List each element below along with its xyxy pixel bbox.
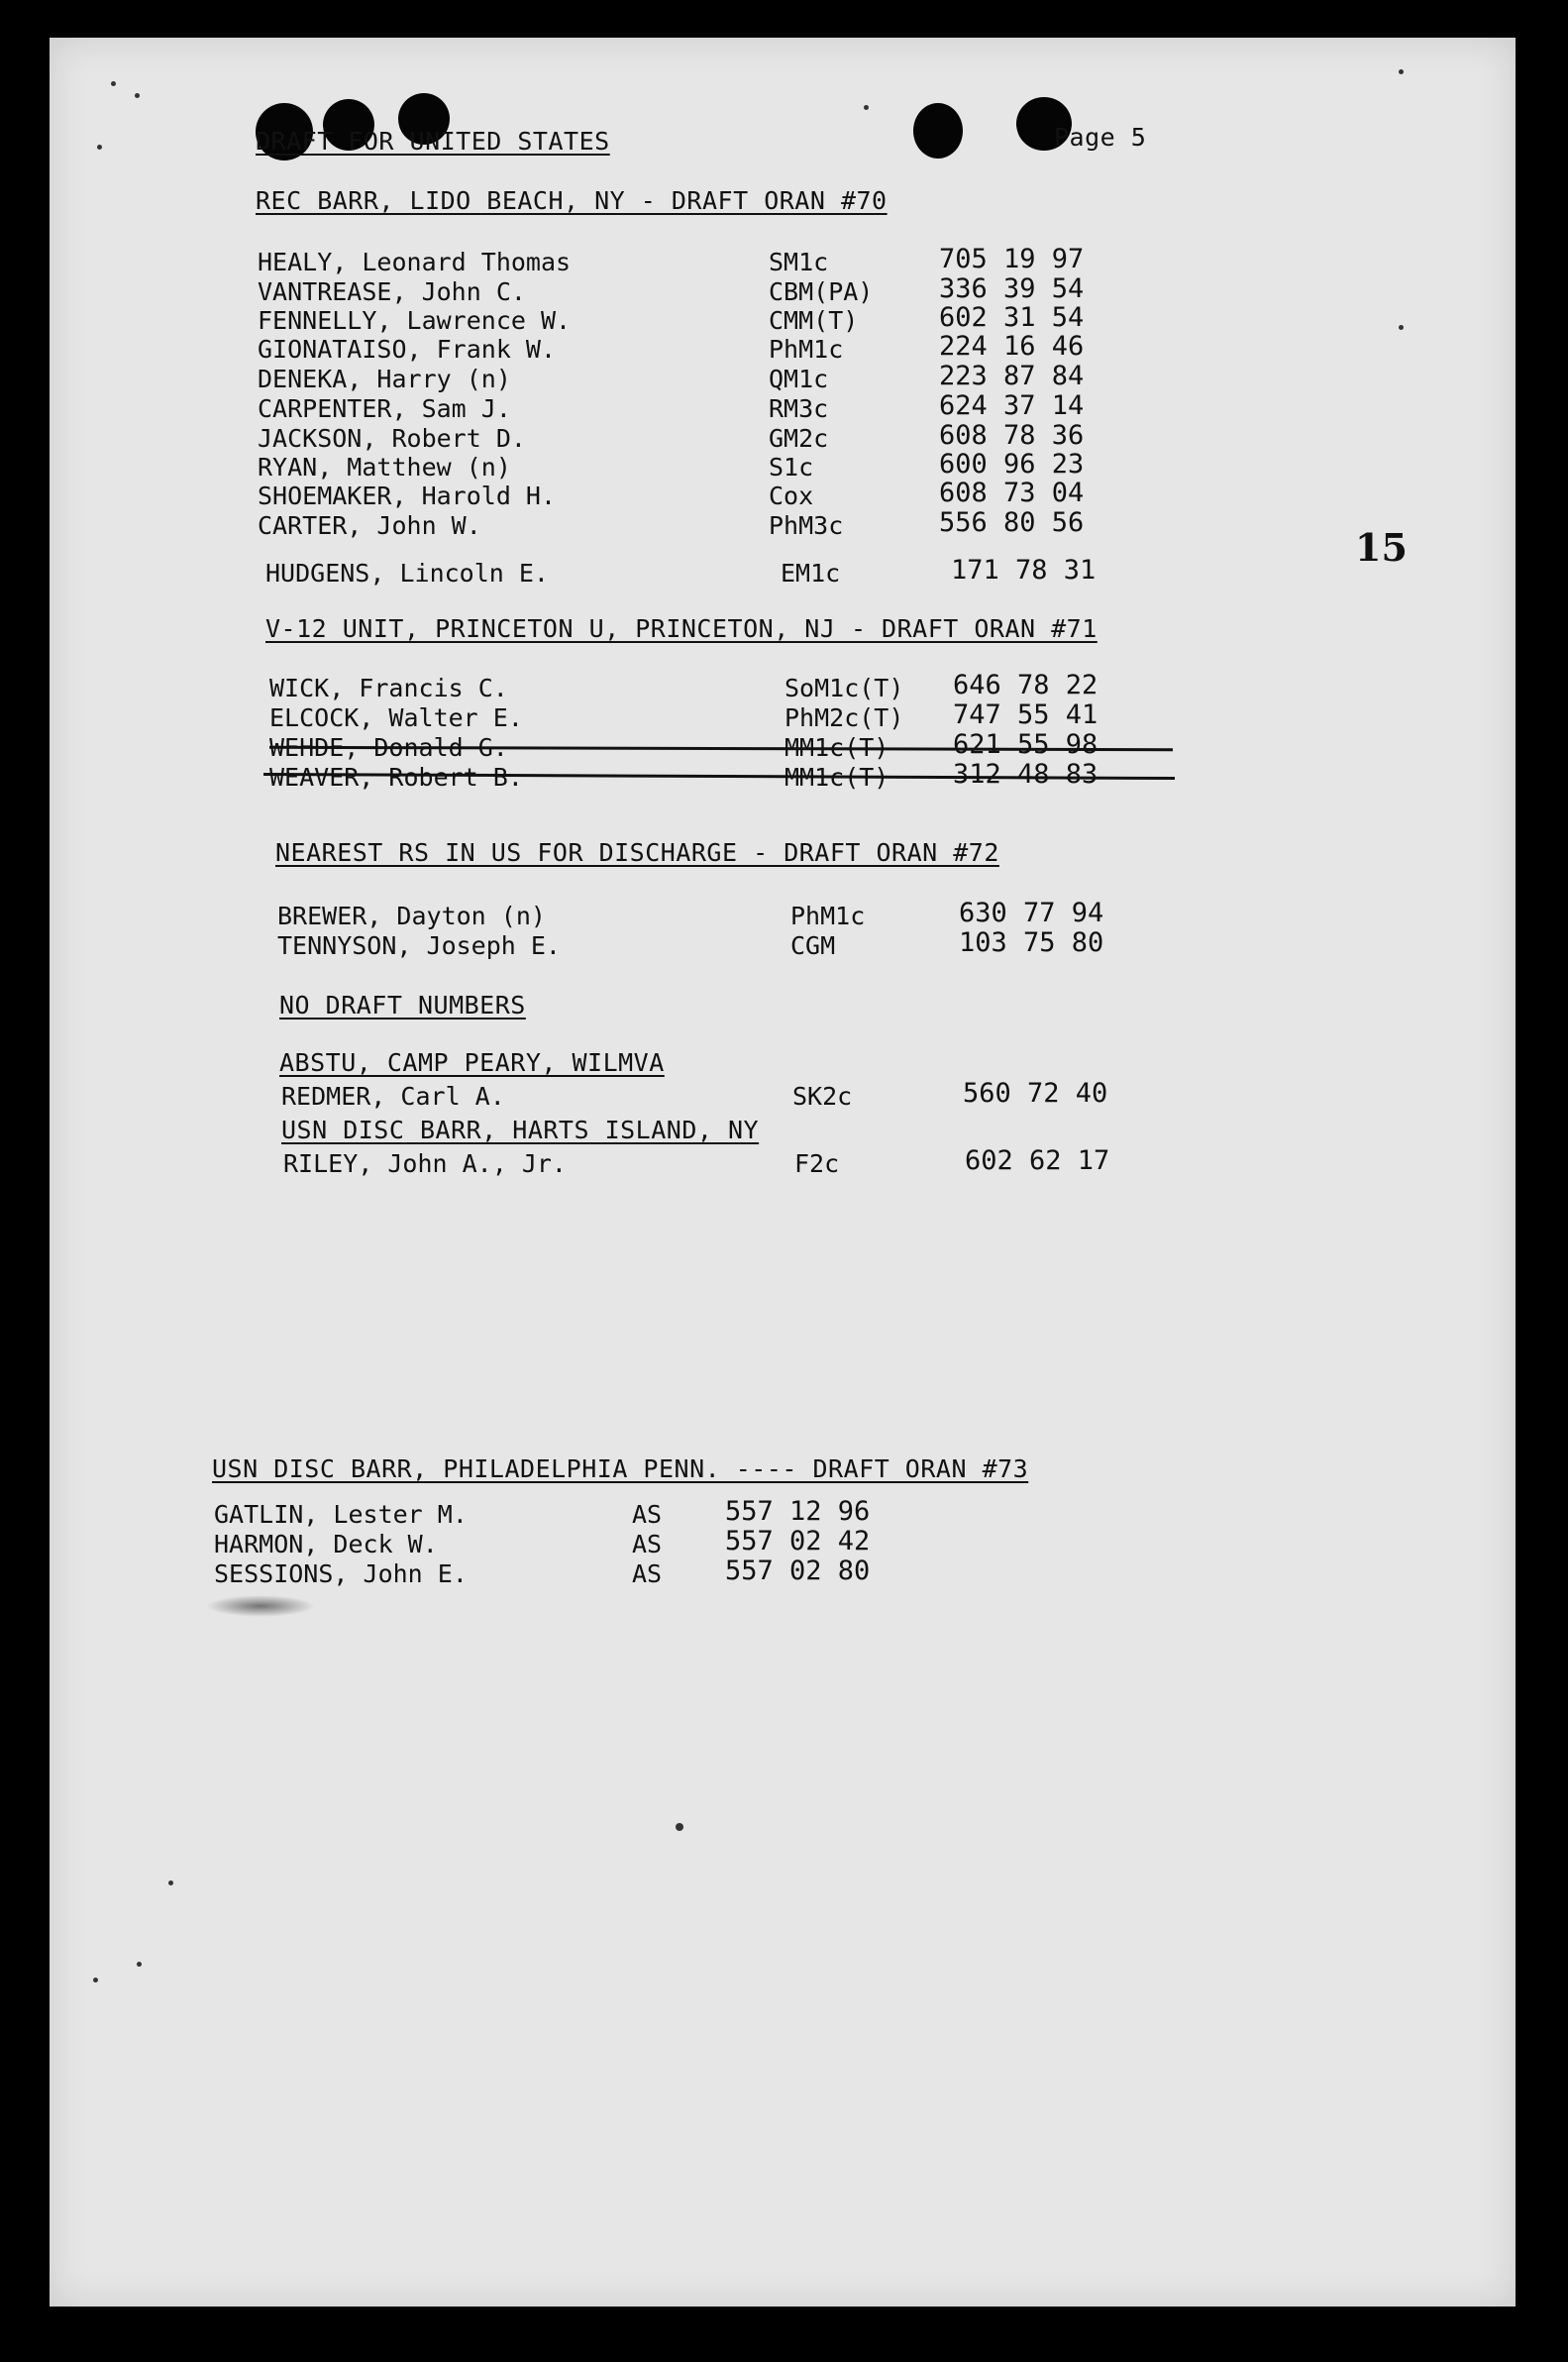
row-number: 560 72 40 (963, 1078, 1108, 1109)
row-name: DENEKA, Harry (n) (258, 365, 511, 393)
row-rate: GM2c (769, 424, 829, 453)
row-name: GIONATAISO, Frank W. (258, 335, 557, 364)
section-heading: REC BARR, LIDO BEACH, NY - DRAFT ORAN #70 (256, 186, 888, 215)
row-number: 557 02 80 (725, 1556, 871, 1586)
row-name: SHOEMAKER, Harold H. (258, 482, 557, 510)
row-rate: MM1c(T) (784, 733, 889, 762)
speck (137, 1962, 142, 1967)
row-rate: PhM1c (769, 335, 844, 364)
row-rate: Cox (769, 482, 814, 510)
row-name: SESSIONS, John E. (214, 1559, 468, 1588)
speck (864, 105, 869, 110)
row-name: WEAVER, Robert B. (269, 763, 523, 792)
row-rate: S1c (769, 453, 814, 482)
row-rate: QM1c (769, 365, 829, 393)
speck (676, 1823, 683, 1831)
document-page (50, 38, 1516, 2307)
speck (111, 81, 116, 86)
row-name: HARMON, Deck W. (214, 1530, 438, 1558)
row-number: 600 96 23 (939, 449, 1085, 480)
row-number: 556 80 56 (939, 507, 1085, 538)
row-name: CARPENTER, Sam J. (258, 394, 511, 423)
row-rate: SM1c (769, 248, 829, 276)
row-rate: F2c (794, 1149, 840, 1178)
row-name: WICK, Francis C. (269, 674, 508, 702)
row-name: GATLIN, Lester M. (214, 1500, 468, 1529)
row-name: RILEY, John A., Jr. (283, 1149, 567, 1178)
document-title: DRAFT FOR UNITED STATES (256, 127, 610, 156)
speck (168, 1880, 173, 1885)
row-name: BREWER, Dayton (n) (277, 902, 546, 930)
row-number: 223 87 84 (939, 361, 1085, 391)
row-rate: EM1c (781, 559, 841, 588)
row-name: FENNELLY, Lawrence W. (258, 306, 572, 335)
row-number: 224 16 46 (939, 331, 1085, 362)
row-number: 557 12 96 (725, 1496, 871, 1527)
punch-hole (913, 103, 963, 159)
row-rate: CBM(PA) (769, 277, 874, 306)
speck (97, 145, 102, 150)
ink-smudge (206, 1595, 315, 1617)
speck (93, 1978, 98, 1983)
row-name: TENNYSON, Joseph E. (277, 931, 561, 960)
section-heading: NO DRAFT NUMBERS (279, 991, 526, 1020)
row-rate: AS (632, 1530, 663, 1558)
row-name: VANTREASE, John C. (258, 277, 526, 306)
row-rate: SK2c (792, 1082, 853, 1111)
row-number: 336 39 54 (939, 273, 1085, 304)
speck (1399, 69, 1404, 74)
row-number: 608 73 04 (939, 478, 1085, 508)
row-rate: AS (632, 1559, 663, 1588)
row-rate: RM3c (769, 394, 829, 423)
row-number: 608 78 36 (939, 420, 1085, 451)
row-number: 624 37 14 (939, 390, 1085, 421)
row-rate: CMM(T) (769, 306, 859, 335)
section-heading: V-12 UNIT, PRINCETON U, PRINCETON, NJ - DRAFT ORAN #71 (265, 614, 1098, 643)
row-number: 747 55 41 (953, 699, 1098, 730)
row-name: HUDGENS, Lincoln E. (265, 559, 549, 588)
row-number: 103 75 80 (959, 927, 1104, 958)
row-name: ELCOCK, Walter E. (269, 703, 523, 732)
page-label: Page 5 (1054, 123, 1147, 152)
section-heading: USN DISC BARR, HARTS ISLAND, NY (281, 1116, 760, 1144)
row-rate: MM1c(T) (784, 763, 889, 792)
row-rate: SoM1c(T) (784, 674, 904, 702)
row-name: JACKSON, Robert D. (258, 424, 526, 453)
row-number: 557 02 42 (725, 1526, 871, 1557)
row-number: 705 19 97 (939, 244, 1085, 274)
row-name: REDMER, Carl A. (281, 1082, 505, 1111)
section-heading: NEAREST RS IN US FOR DISCHARGE - DRAFT ORAN #72 (275, 838, 999, 867)
row-number: 630 77 94 (959, 898, 1104, 928)
row-number: 602 62 17 (965, 1145, 1110, 1176)
row-name: WEHDE, Donald G. (269, 733, 508, 762)
section-heading: USN DISC BARR, PHILADELPHIA PENN. ---- DRAFT ORAN #73 (212, 1454, 1029, 1483)
row-rate: PhM3c (769, 511, 844, 540)
speck (135, 93, 140, 98)
row-number: 171 78 31 (951, 555, 1097, 586)
row-rate: PhM2c(T) (784, 703, 904, 732)
row-number: 602 31 54 (939, 302, 1085, 333)
row-rate: CGM (790, 931, 836, 960)
row-number: 646 78 22 (953, 670, 1098, 700)
row-rate: PhM1c (790, 902, 866, 930)
row-rate: AS (632, 1500, 663, 1529)
section-heading: ABSTU, CAMP PEARY, WILMVA (279, 1048, 665, 1077)
speck (1399, 325, 1404, 330)
row-name: RYAN, Matthew (n) (258, 453, 511, 482)
row-number: 312 48 83 (953, 759, 1098, 790)
row-number: 621 55 98 (953, 729, 1098, 760)
row-name: HEALY, Leonard Thomas (258, 248, 572, 276)
side-page-number: 15 (1355, 525, 1408, 570)
row-name: CARTER, John W. (258, 511, 481, 540)
